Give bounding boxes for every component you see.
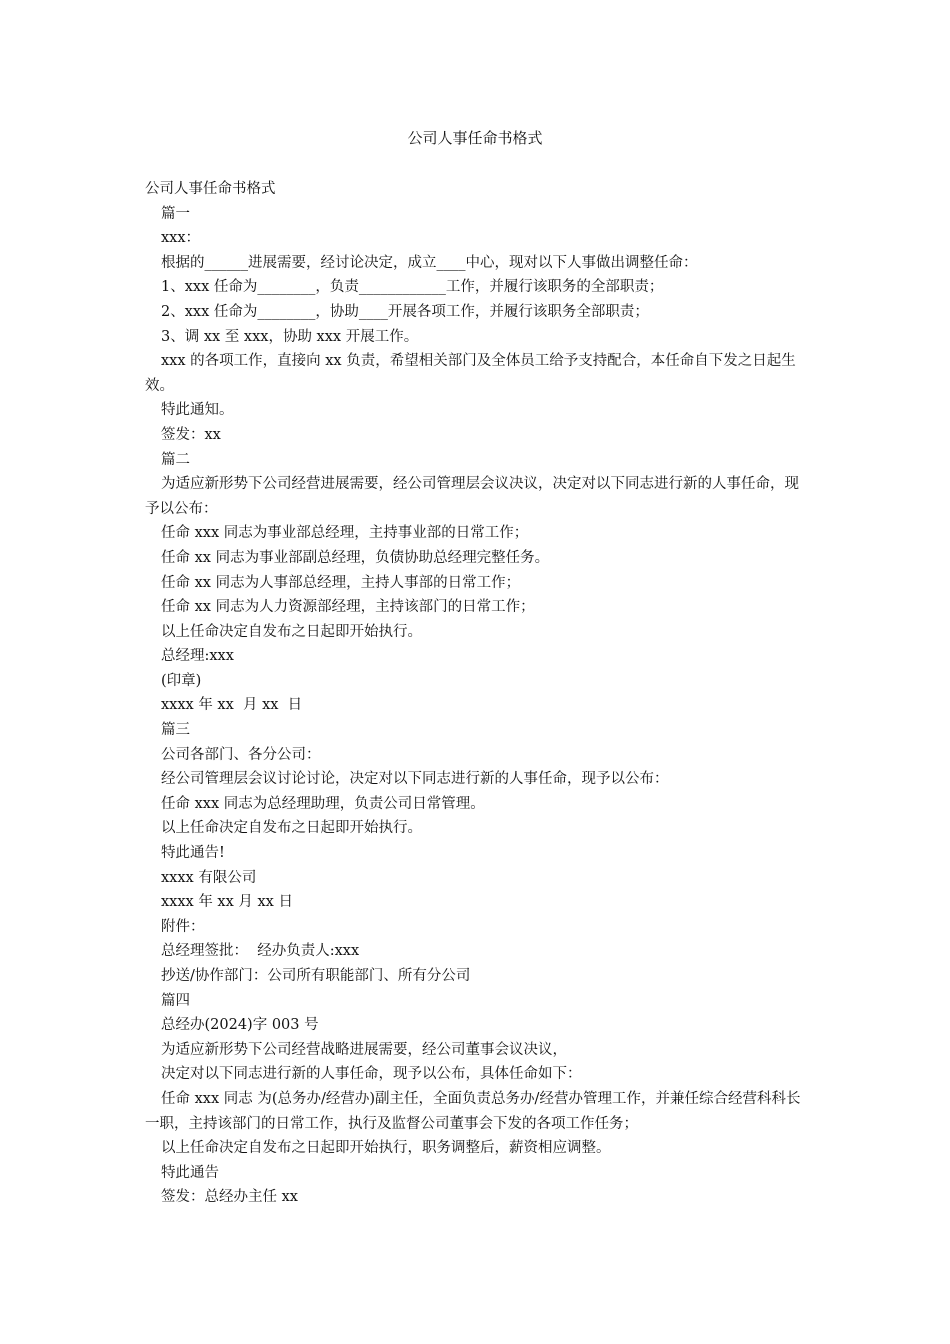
paragraph: 特此通告 (161, 1164, 219, 1181)
paragraph: 总经理:xxx (161, 648, 234, 665)
paragraph: 1、xxx 任命为________，负责____________工作，并履行该职务的全部职责； (161, 279, 664, 296)
paragraph: 任命 xxx 同志为事业部总经理，主持事业部的日常工作； (161, 525, 529, 542)
paragraph: 任命 xxx 同志 为(总务办/经营办)副主任，全面负责总务办/经营办管理工作，并兼任综合经营科科长一职，主持该部门的日常工作，执行及监督公司董事会下发的各项工作任务； (145, 1090, 801, 1132)
paragraph: 任命 xx 同志为人力资源部经理，主持该部门的日常工作； (161, 599, 535, 616)
paragraph: xxxx 有限公司 (161, 869, 257, 886)
paragraph: xxx： (161, 230, 201, 247)
paragraph: xxxx 年 xx 月 xx 日 (161, 894, 293, 911)
paragraph: 为适应新形势下公司经营战略进展需要，经公司董事会议决议， (161, 1041, 567, 1058)
paragraph: 任命 xx 同志为事业部副总经理，负债协助总经理完整任务。 (161, 549, 550, 566)
paragraph: xxxx 年 xx 月 xx 日 (161, 697, 303, 714)
paragraph: (印章) (161, 672, 202, 689)
paragraph: 任命 xxx 同志为总经理助理，负责公司日常管理。 (161, 795, 485, 812)
paragraph: 以上任命决定自发布之日起即开始执行。 (161, 820, 422, 837)
paragraph: 2、xxx 任命为________，协助____开展各项工作，并履行该职务全部职责； (161, 303, 649, 320)
paragraph: 经公司管理层会议讨论讨论，决定对以下同志进行新的人事任命，现予以公布： (161, 771, 669, 788)
paragraph: 篇一 (161, 205, 190, 222)
paragraph: 篇二 (161, 451, 190, 468)
paragraph: 根据的______进展需要，经讨论决定，成立____中心，现对以下人事做出调整任命： (161, 254, 698, 271)
paragraph: 公司人事任命书格式 (145, 181, 276, 197)
paragraph: xxx 的各项工作，直接向 xx 负责，希望相关部门及全体员工给予支持配合，本任命自下发之日起生效。 (145, 353, 796, 394)
paragraph: 3、调 xx 至 xxx，协助 xxx 开展工作。 (161, 328, 419, 345)
paragraph: 公司各部门、各分公司： (161, 746, 321, 763)
paragraph: 篇三 (161, 722, 190, 739)
paragraph: 以上任命决定自发布之日起即开始执行，职务调整后，薪资相应调整。 (161, 1140, 611, 1157)
paragraph: 签发：总经办主任 xx (161, 1189, 298, 1206)
paragraph: 任命 xx 同志为人事部总经理，主持人事部的日常工作； (161, 574, 521, 591)
document-body (145, 177, 807, 1210)
paragraph: 签发：xx (161, 426, 221, 443)
paragraph: 为适应新形势下公司经营进展需要，经公司管理层会议决议，决定对以下同志进行新的人事任命，现予以公布： (145, 476, 799, 517)
paragraph: 以上任命决定自发布之日起即开始执行。 (161, 623, 422, 640)
paragraph: 总经理签批： 经办负责人:xxx (161, 943, 360, 960)
paragraph: 特此通知。 (161, 402, 234, 419)
paragraph: 抄送/协作部门：公司所有职能部门、所有分公司 (161, 968, 471, 984)
paragraph: 总经办(2024)字 003 号 (161, 1017, 319, 1034)
document-title: 公司人事任命书格式 (407, 129, 543, 147)
paragraph: 篇四 (161, 992, 190, 1009)
paragraph: 附件： (161, 918, 205, 935)
paragraph: 特此通告! (161, 845, 225, 862)
paragraph: 决定对以下同志进行新的人事任命，现予以公布，具体任命如下： (161, 1066, 582, 1083)
